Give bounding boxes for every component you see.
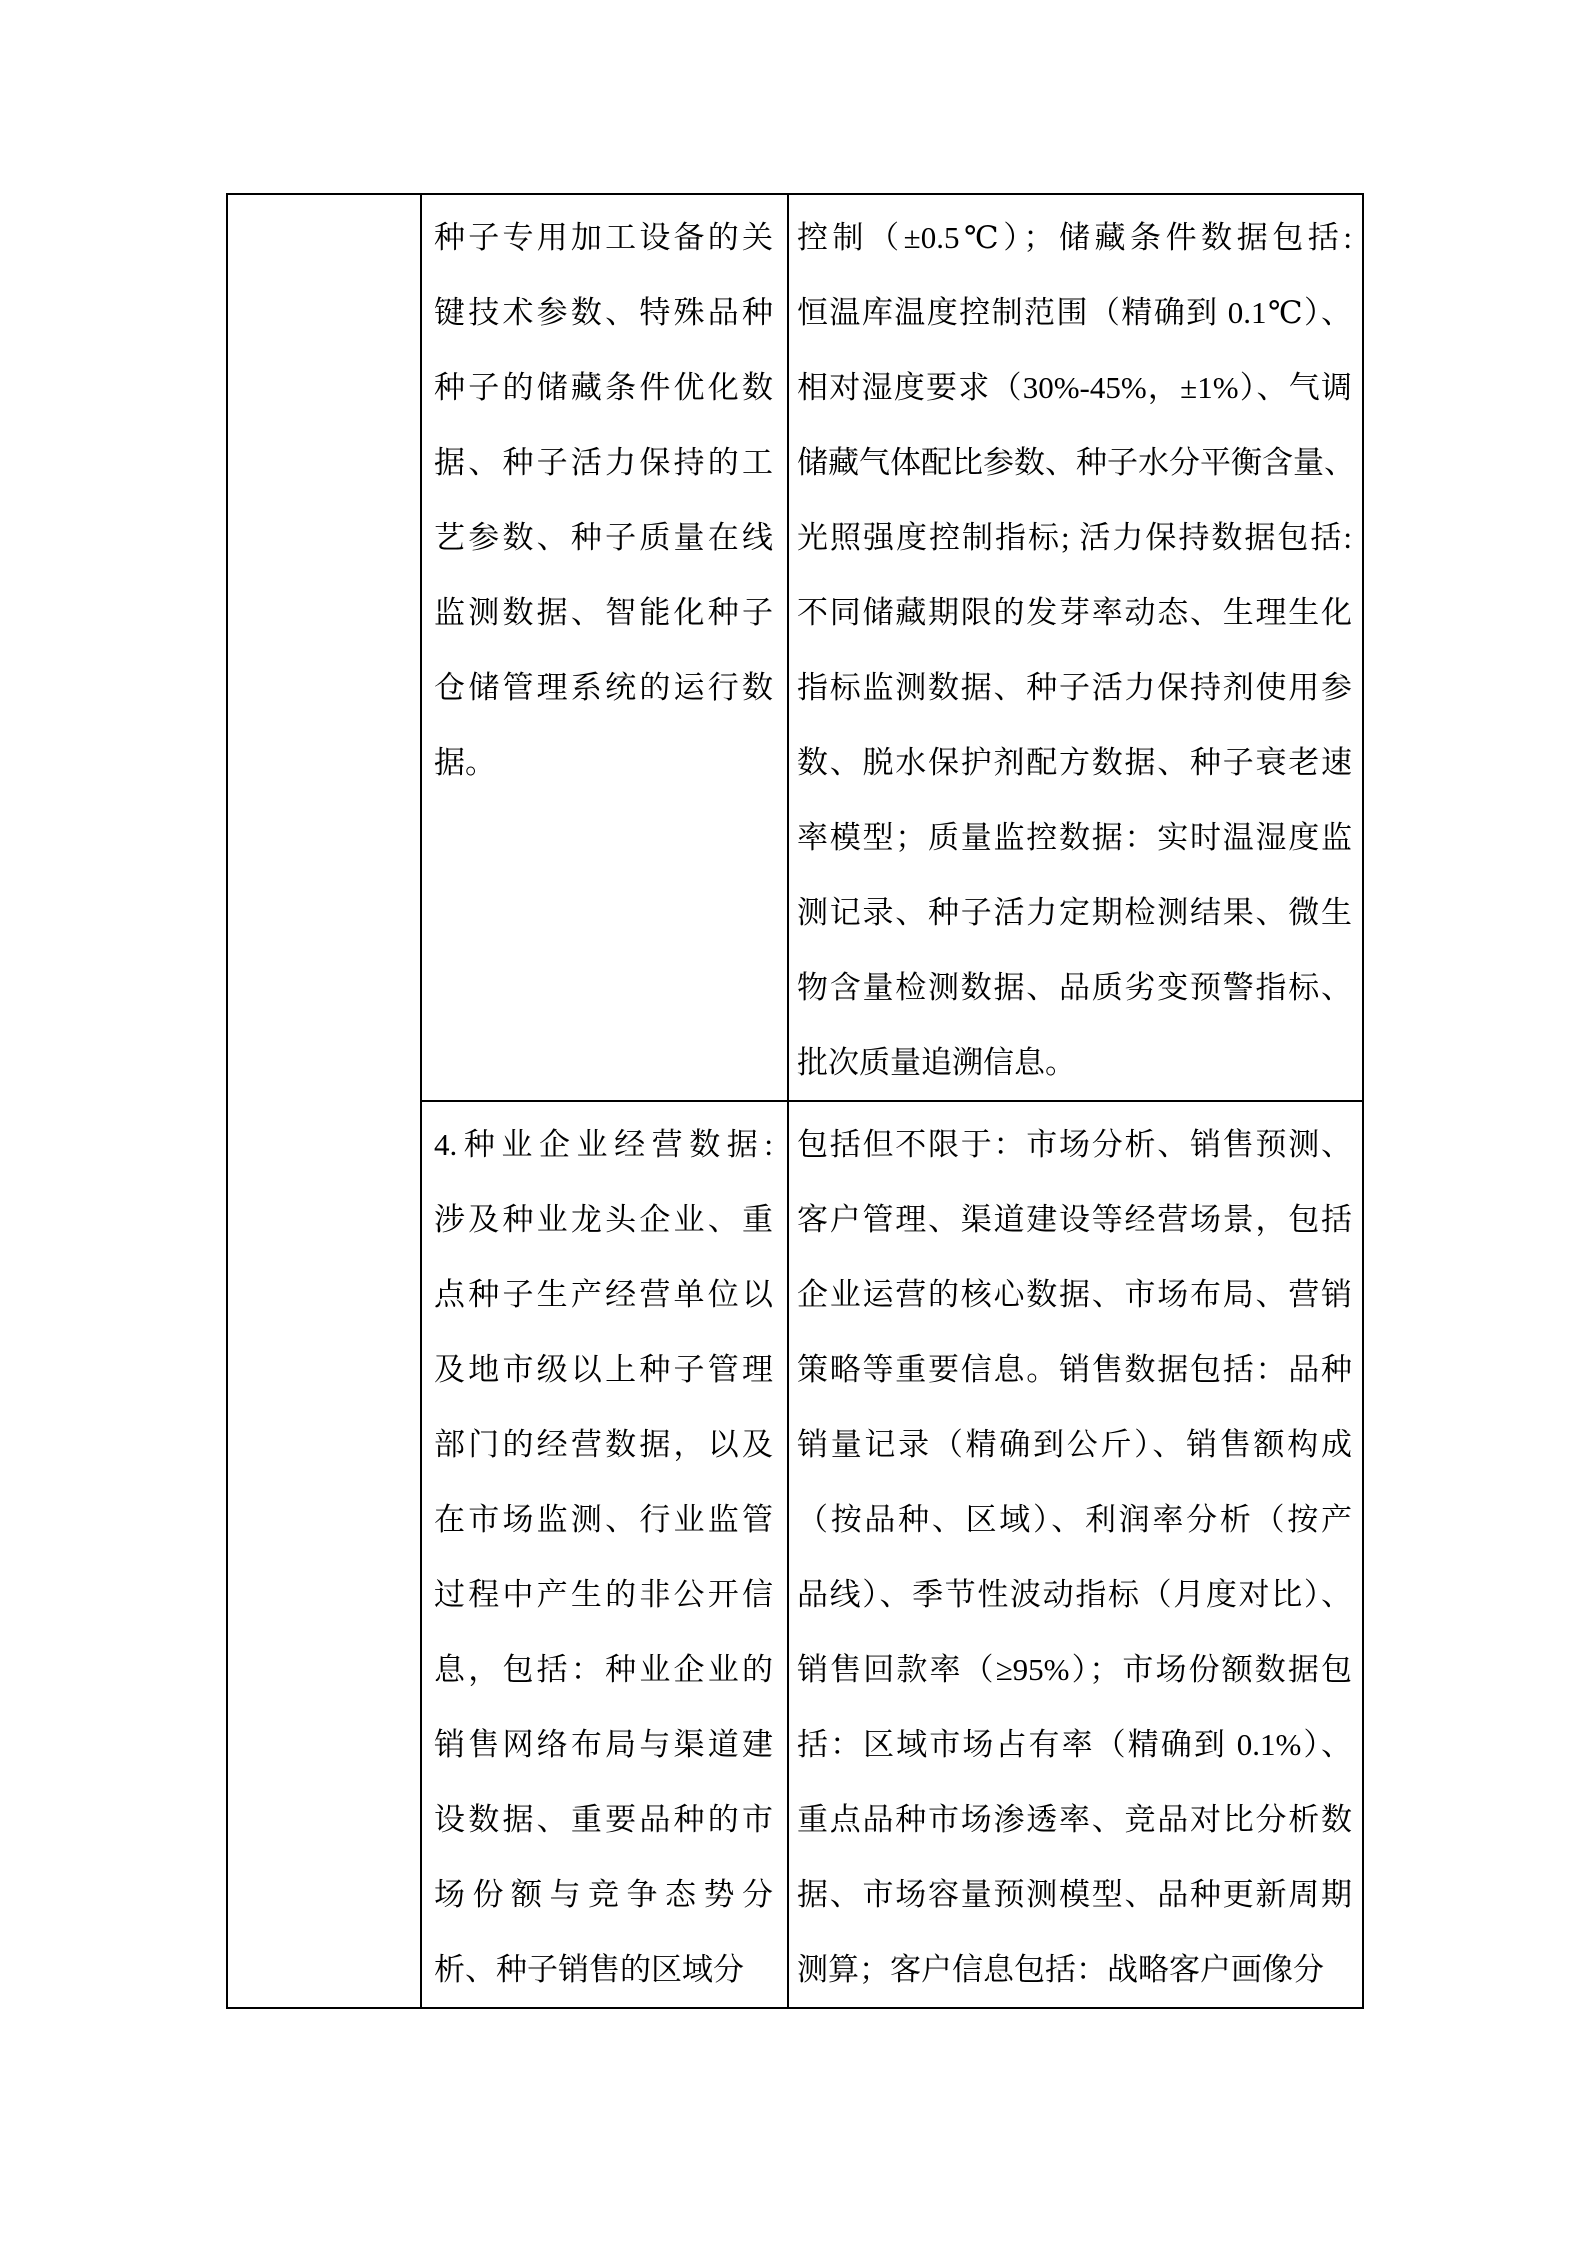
text-line: 息，包括：种业企业的 — [434, 1652, 773, 1687]
text-line: 储藏气体配比参数、种子水分平衡含量、 — [797, 445, 1355, 480]
text-line: 括：区域市场占有率（精确到 0.1%）、 — [797, 1727, 1352, 1762]
text-line: 设数据、重要品种的市 — [434, 1802, 773, 1837]
text-line: 及地市级以上种子管理 — [434, 1352, 773, 1387]
text-line: 过程中产生的非公开信 — [434, 1577, 773, 1612]
text-line: 不同储藏期限的发芽率动态、生理生化 — [797, 595, 1352, 630]
text-line: 键技术参数、特殊品种 — [434, 295, 773, 330]
text-line: 仓储管理系统的运行数 — [434, 670, 773, 705]
text-line: 光照强度控制指标; 活力保持数据包括: — [797, 520, 1352, 555]
category-cell — [227, 194, 421, 2008]
text-line: 点种子生产经营单位以 — [434, 1277, 773, 1312]
text-line: 相对湿度要求（30%-45%，±1%）、气调 — [797, 370, 1352, 405]
row1-description-cell — [421, 194, 788, 1101]
text-line: 测算；客户信息包括：战略客户画像分 — [797, 1952, 1324, 1987]
text-line: 物含量检测数据、品质劣变预警指标、 — [797, 970, 1352, 1005]
row2-detail-cell — [788, 1101, 1363, 2008]
row1-detail-text — [789, 195, 1362, 1100]
text-line: 企业运营的核心数据、市场布局、营销 — [797, 1277, 1352, 1312]
data-table — [226, 193, 1364, 2009]
text-line: 据。 — [434, 745, 496, 780]
text-line: 据、市场容量预测模型、品种更新周期 — [797, 1877, 1352, 1912]
text-line: 4.种业企业经营数据: — [434, 1127, 773, 1162]
text-line: 涉及种业龙头企业、重 — [434, 1202, 773, 1237]
text-line: 批次质量追溯信息。 — [797, 1045, 1076, 1080]
row2-description-text — [422, 1102, 787, 2007]
text-line: 指标监测数据、种子活力保持剂使用参 — [797, 670, 1352, 705]
text-line: 在市场监测、行业监管 — [434, 1502, 773, 1537]
text-line: 据、种子活力保持的工 — [434, 445, 773, 480]
text-line: 销售回款率（≥95%）；市场份额数据包 — [797, 1652, 1352, 1687]
text-line: 场份额与竞争态势分 — [434, 1877, 773, 1912]
text-line: 策略等重要信息。销售数据包括：品种 — [797, 1352, 1352, 1387]
row2-detail-text — [789, 1102, 1362, 2007]
text-line: 测记录、种子活力定期检测结果、微生 — [797, 895, 1352, 930]
text-line: 种子专用加工设备的关 — [434, 220, 773, 255]
text-line: 种子的储藏条件优化数 — [434, 370, 773, 405]
text-line: 销量记录（精确到公斤）、销售额构成 — [797, 1427, 1352, 1462]
text-line: 客户管理、渠道建设等经营场景，包括 — [797, 1202, 1352, 1237]
row2-description-cell — [421, 1101, 788, 2008]
text-line: 率模型；质量监控数据：实时温湿度监 — [797, 820, 1352, 855]
row1-description-text — [422, 195, 787, 800]
text-line: 控制（±0.5℃）；储藏条件数据包括: — [797, 220, 1352, 255]
text-line: 品线）、季节性波动指标（月度对比）、 — [797, 1577, 1352, 1612]
text-line: 部门的经营数据，以及 — [434, 1427, 773, 1462]
text-line: 艺参数、种子质量在线 — [434, 520, 773, 555]
text-line: 恒温库温度控制范围（精确到 0.1℃）、 — [797, 295, 1352, 330]
text-line: 包括但不限于：市场分析、销售预测、 — [797, 1127, 1352, 1162]
text-line: 销售网络布局与渠道建 — [434, 1727, 773, 1762]
row1-detail-cell — [788, 194, 1363, 1101]
text-line: 重点品种市场渗透率、竞品对比分析数 — [797, 1802, 1352, 1837]
text-line: （按品种、区域）、利润率分析（按产 — [797, 1502, 1352, 1537]
text-line: 析、种子销售的区域分 — [434, 1952, 744, 1987]
text-line: 数、脱水保护剂配方数据、种子衰老速 — [797, 745, 1352, 780]
table-row — [227, 194, 1363, 1101]
text-line: 监测数据、智能化种子 — [434, 595, 773, 630]
